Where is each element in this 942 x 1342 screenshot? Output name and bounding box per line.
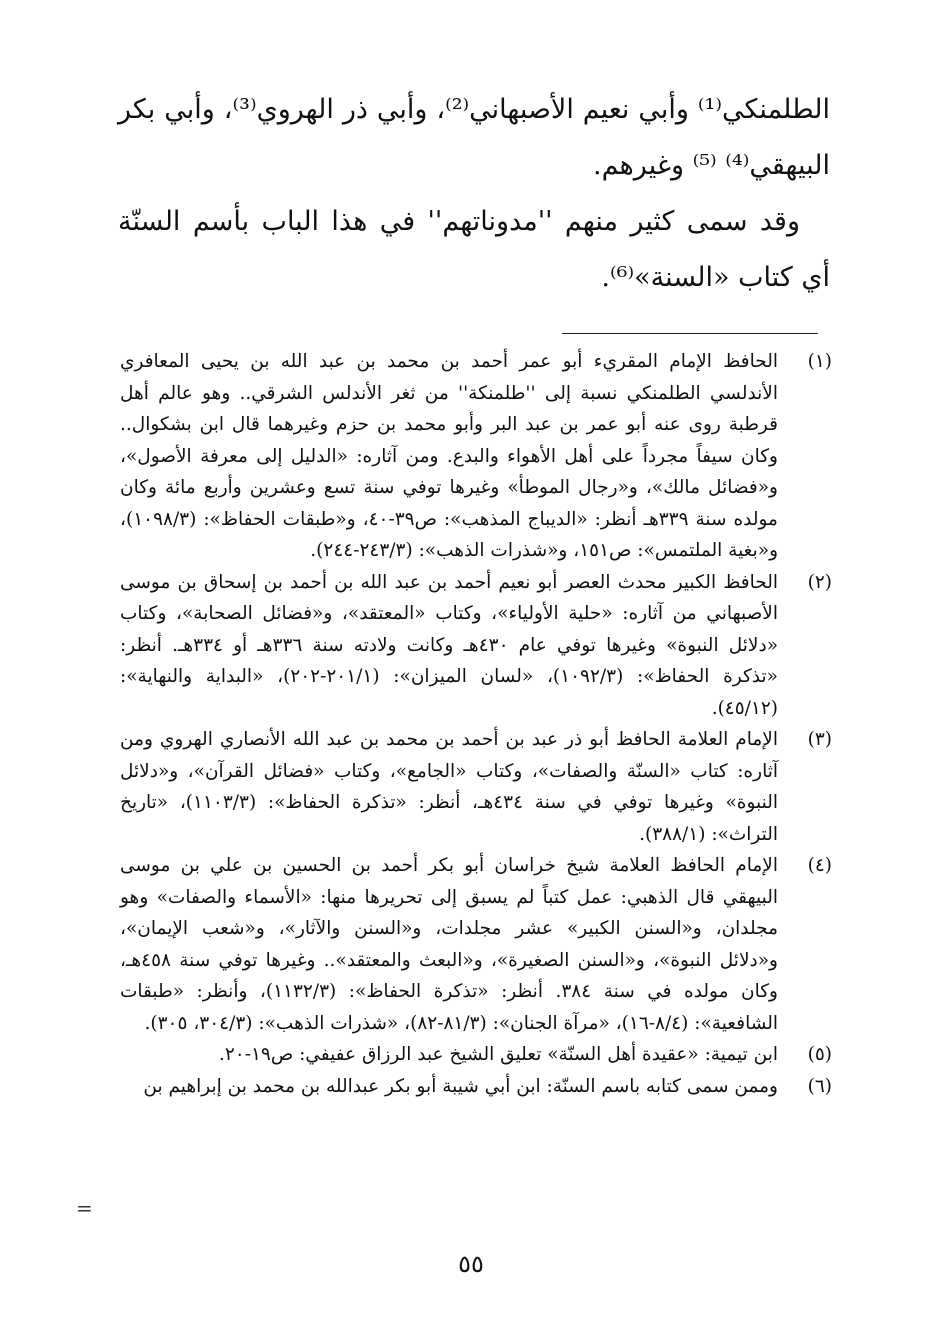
footnote-text: وممن سمى كتابه باسم السنّة: ابن أبي شيبة أبو بكر عبدالله بن محمد بن إبراهيم بن (143, 1075, 778, 1097)
footnote-4 (120, 850, 832, 1039)
footnotes (120, 346, 832, 1102)
footnote-text: الحافظ الكبير محدث العصر أبو نعيم أحمد بن عبد الله بن أحمد بن إسحاق بن موسى الأصبهاني من آثاره: «حلية الأولياء»، وكتاب «المعتقد»، و«فضائل الصحابة»، وكتاب «دلائل النبوة» وغيرها توفي عام ٤٣٠هـ وكانت ولادته سنة ٣٣٦هـ أو ٣٣٤هـ. أنظر: «تذكرة الحفاظ»: (١٠٩٢/٣)، «لسان الميزان»: (٢٠١/١-٢٠٢)، «البداية والنهاية»: (٤٥/١٢). (120, 571, 779, 719)
footnote-number: (٥) (807, 1044, 832, 1065)
footnote-5 (120, 1039, 832, 1071)
footnote-text: الإمام الحافظ العلامة شيخ خراسان أبو بكر أحمد بن الحسين بن علي بن موسى البيهقي قال الذهبي: عمل كتباً لم يسبق إلى تحريرها منها: «الأسماء والصفات» وهو مجلدان، و«السنن الكبير» عشر مجلدات، و«السنن والآثار»، و«شعب الإيمان»، و«دلائل النبوة»، و«السنن الصغيرة»، و«البعث والمعتقد».. وغيرها توفي سنة ٤٥٨هـ، وكان مولده في سنة ٣٨٤. أنظر: «تذكرة الحفاظ»: (١١٣٢/٣)، وأنظر: «طبقات الشافعية»: (٨/٤-١٦)، «مرآة الجنان»: (٨١/٣-٨٢)، «شذرات الذهب»: (٣٠٤/٣، ٣٠٥). (120, 855, 778, 1034)
footnote-number: (٦) (807, 1075, 832, 1097)
footnote-number: (١) (807, 351, 832, 372)
footnote-text: الحافظ الإمام المقريء أبو عمر أحمد بن محمد بن عبد الله بن يحيى المعافري الأندلسي الطلمنكي نسبة إلى ''طلمنكة'' من ثغر الأندلس الشرقي.. وهو عالم أهل قرطبة روى عنه أبو عمر بن عبد البر وأبو محمد بن حزم وغيرهما قال ابن بشكوال.. وكان سيفاً مجرداً على أهل الأهواء والبدع. ومن آثاره: «الدليل إلى معرفة الأصول»، و«فضائل مالك»، و«رجال الموطأ» وغيرها توفي سنة تسع وعشرين وأربع مائة وكان مولده سنة ٣٣٩هـ أنظر: «الديباج المذهب»: ص٣٩-٤٠، و«طبقات الحفاظ»: (١٠٩٨/٣)، و«بغية الملتمس»: ص١٥١، و«شذرات الذهب»: (٢٤٣/٣-٢٤٤). (120, 351, 778, 561)
footnote-text: الإمام العلامة الحافظ أبو ذر عبد بن أحمد بن محمد بن عبد الله الأنصاري الهروي ومن آثاره: كتاب «السنّة والصفات»، وكتاب «الجامع»، وكتاب «فضائل القرآن»، و«دلائل النبوة» وغيرها توفي في سنة ٤٣٤هـ، أنظر: «تذكرة الحفاظ»: (١١٠٣/٣)، «تاريخ التراث»: (٣٨٨/١). (120, 729, 778, 845)
margin-mark: = (76, 1196, 93, 1220)
footnote-1 (120, 346, 832, 567)
footnote-text: ابن تيمية: «عقيدة أهل السنّة» تعليق الشيخ عبد الرزاق عفيفي: ص١٩-٢٠. (218, 1044, 778, 1065)
page-number: ٥٥ (458, 1250, 484, 1278)
main-paragraph-1: الطلمنكي⁽¹⁾ وأبي نعيم الأصبهاني⁽²⁾، وأبي ذر الهروي⁽³⁾، وأبي بكر البيهقي⁽⁴⁾ ⁽⁵⁾ وغيرهم. (118, 94, 830, 181)
footnote-2 (120, 567, 832, 725)
footnote-6 (120, 1071, 832, 1103)
footnote-number: (٣) (807, 729, 832, 750)
main-paragraph-2: وقد سمى كثير منهم ''مدوناتهم'' في هذا الباب بأسم السنّة أي كتاب «السنة»⁽⁶⁾. (118, 206, 830, 293)
footnote-number: (٢) (807, 571, 832, 593)
main-text (118, 82, 830, 306)
footnote-3 (120, 724, 832, 850)
footnote-number: (٤) (807, 855, 832, 876)
footnote-separator (562, 333, 818, 334)
